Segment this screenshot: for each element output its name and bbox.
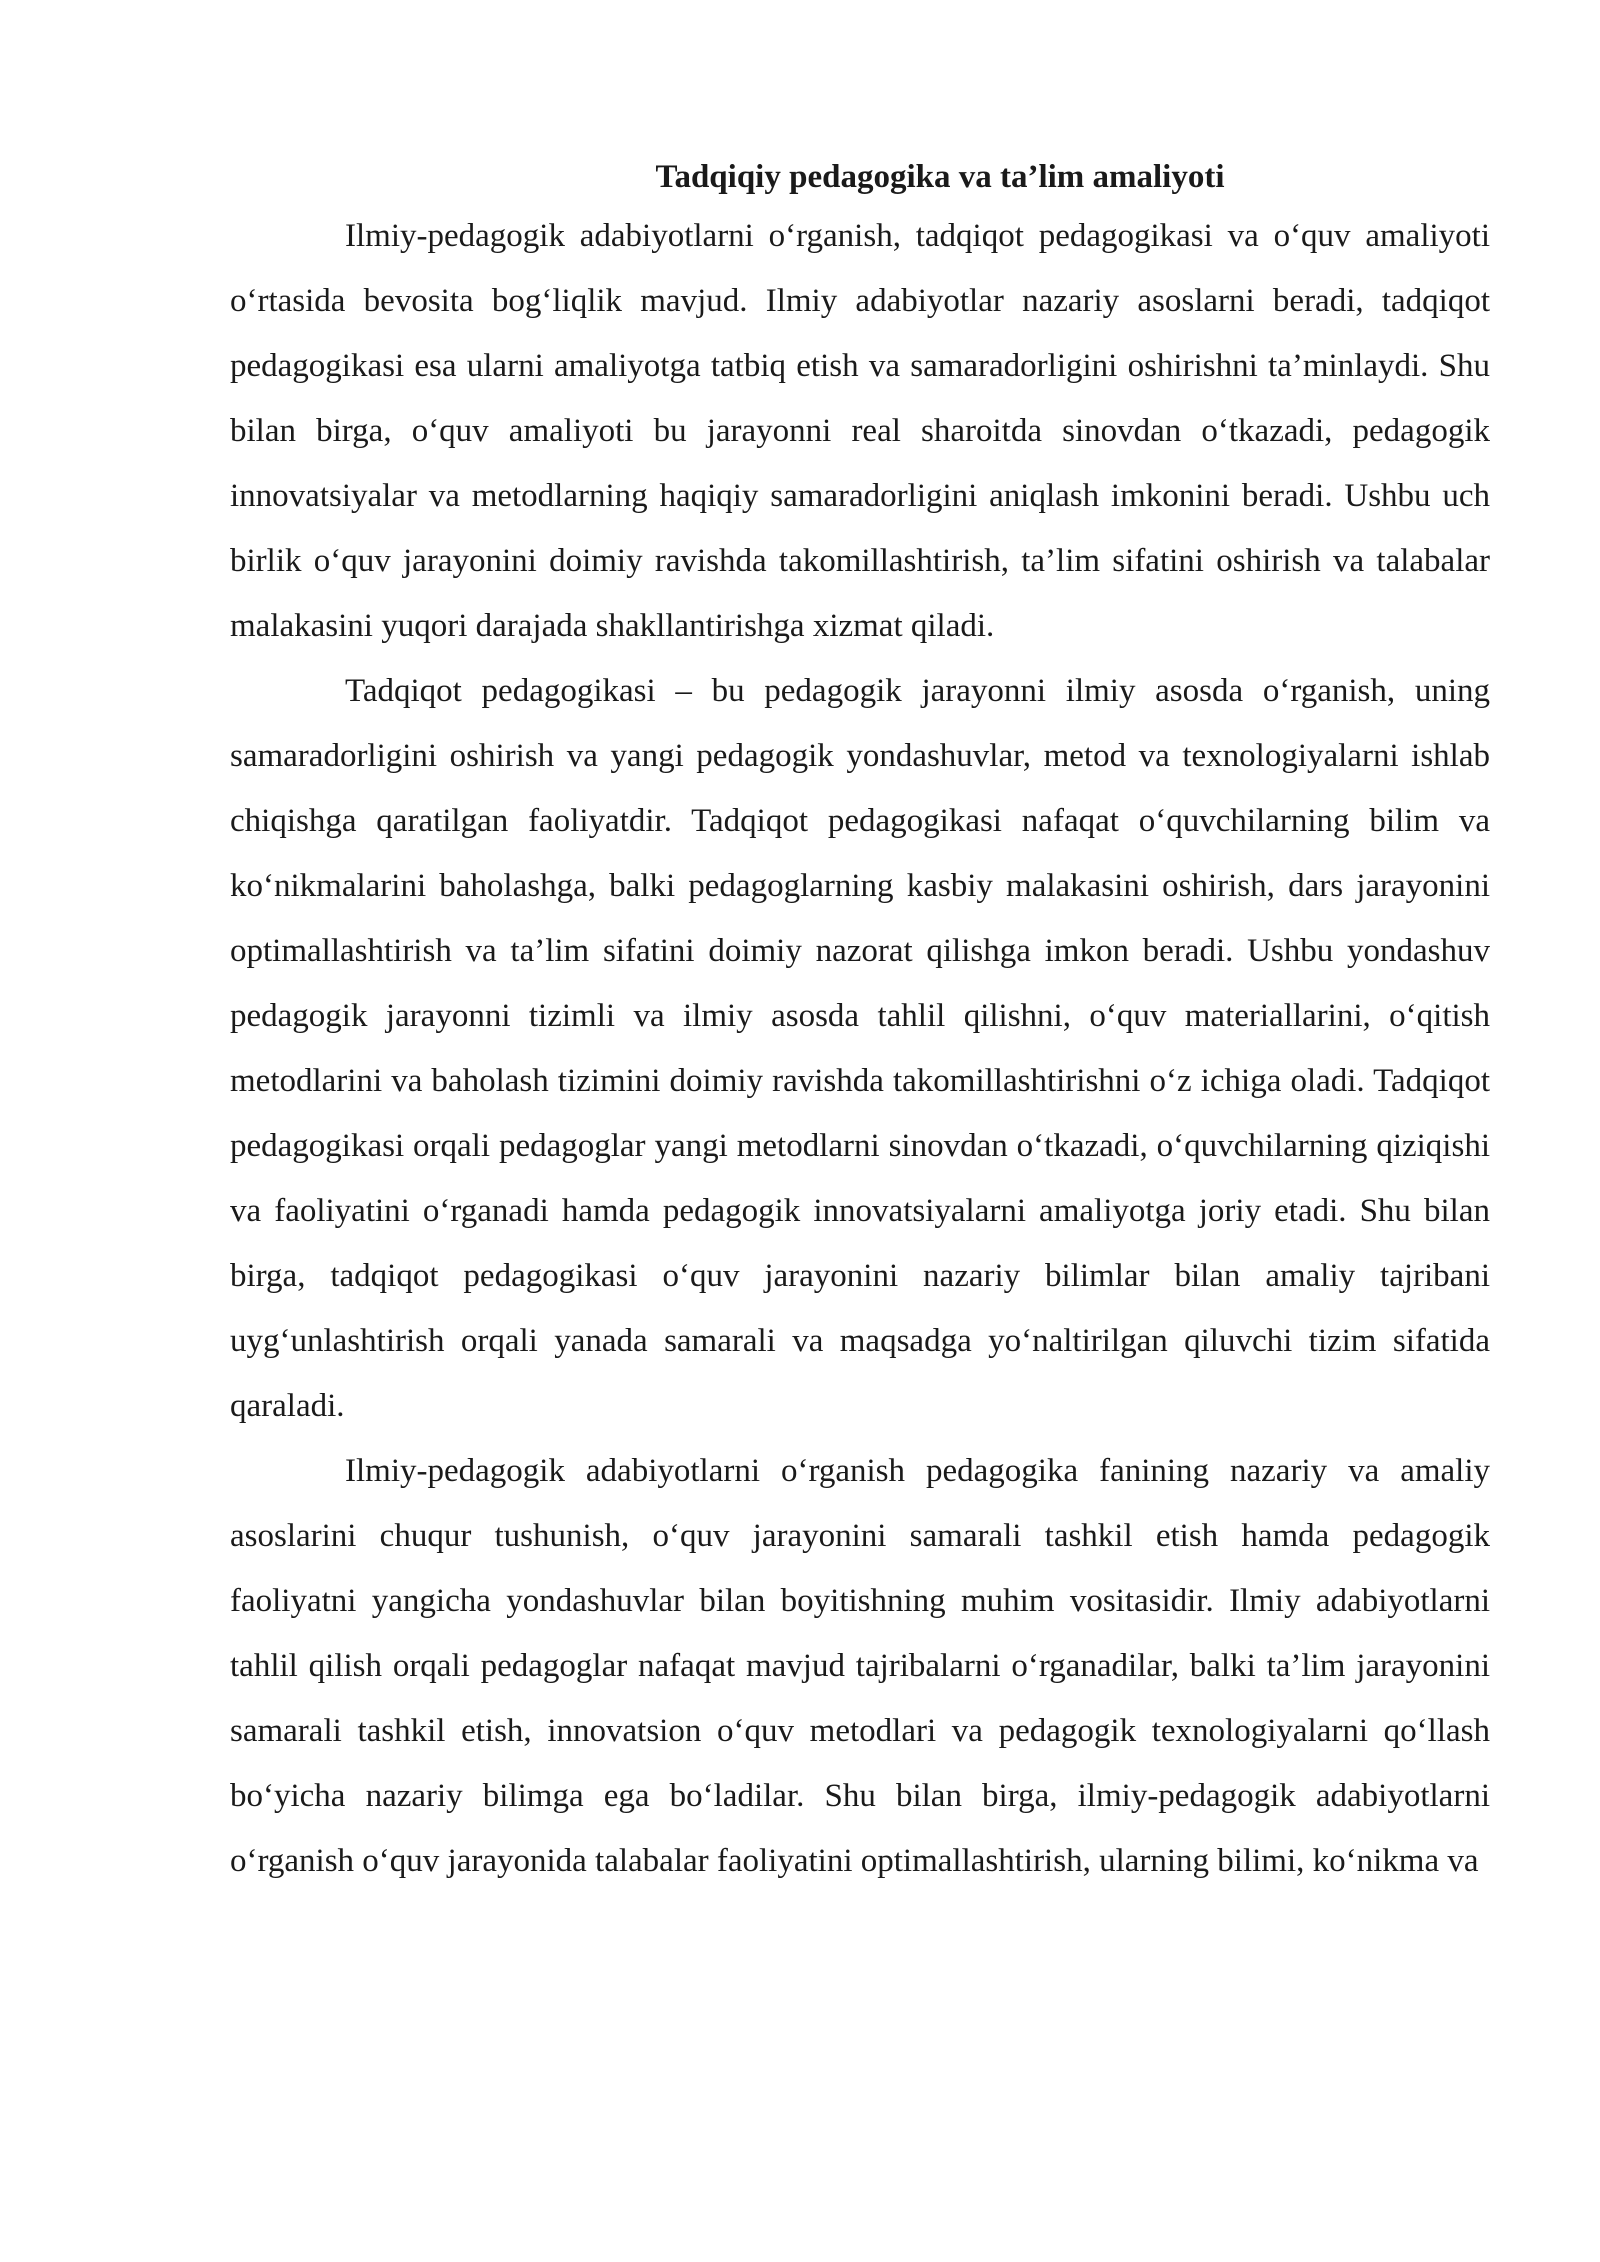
paragraph-2: Tadqiqot pedagogikasi – bu pedagogik jarayonni ilmiy asosda o‘rganish, uning samaradorligini oshirish va yangi pedagogik yondashuvlar, metod va texnologiyalarni ishlab chiqishga qaratilgan faoliyatdir. Tadqiqot pedagogikasi nafaqat o‘quvchilarning bilim va ko‘nikmalarini baholashga, balki pedagoglarning kasbiy malakasini oshirish, dars jarayonini optimallashtirish va ta’lim sifatini doimiy nazorat qilishga imkon beradi. Ushbu yondashuv pedagogik jarayonni tizimli va ilmiy asosda tahlil qilishni, o‘quv materiallarini, o‘qitish metodlarini va baholash tizimini doimiy ravishda takomillashtirishni o‘z ichiga oladi. Tadqiqot pedagogikasi orqali pedagoglar yangi metodlarni sinovdan o‘tkazadi, o‘quvchilarning qiziqishi va faoliyatini o‘rganadi hamda pedagogik innovatsiyalarni amaliyotga joriy etadi. Shu bilan birga, tadqiqot pedagogikasi o‘quv jarayonini nazariy bilimlar bilan amaliy tajribani uyg‘unlashtirish orqali yanada samarali va maqsadga yo‘naltirilgan qiluvchi tizim sifatida qaraladi. (230, 673, 1490, 1424)
paragraph-3: Ilmiy-pedagogik adabiyotlarni o‘rganish pedagogika fanining nazariy va amaliy asoslarini chuqur tushunish, o‘quv jarayonini samarali tashkil etish hamda pedagogik faoliyatni yangicha yondashuvlar bilan boyitishning muhim vositasidir. Ilmiy adabiyotlarni tahlil qilish orqali pedagoglar nafaqat mavjud tajribalarni o‘rganadilar, balki ta’lim jarayonini samarali tashkil etish, innovatsion o‘quv metodlari va pedagogik texnologiyalarni qo‘llash bo‘yicha nazariy bilimga ega bo‘ladilar. Shu bilan birga, ilmiy-pedagogik adabiyotlarni o‘rganish o‘quv jarayonida talabalar faoliyatini optimallashtirish, ularning bilimi, ko‘nikma va (230, 1453, 1490, 1879)
document-page (230, 150, 1490, 1894)
paragraph-1: Ilmiy-pedagogik adabiyotlarni o‘rganish, tadqiqot pedagogikasi va o‘quv amaliyoti o‘rtasida bevosita bog‘liqlik mavjud. Ilmiy adabiyotlar nazariy asoslarni beradi, tadqiqot pedagogikasi esa ularni amaliyotga tatbiq etish va samaradorligini oshirishni ta’minlaydi. Shu bilan birga, o‘quv amaliyoti bu jarayonni real sharoitda sinovdan o‘tkazadi, pedagogik innovatsiyalar va metodlarning haqiqiy samaradorligini aniqlash imkonini beradi. Ushbu uch birlik o‘quv jarayonini doimiy ravishda takomillashtirish, ta’lim sifatini oshirish va talabalar malakasini yuqori darajada shakllantirishga xizmat qiladi. (230, 218, 1490, 644)
document-title: Tadqiqiy pedagogika va ta’lim amaliyoti (655, 159, 1225, 195)
